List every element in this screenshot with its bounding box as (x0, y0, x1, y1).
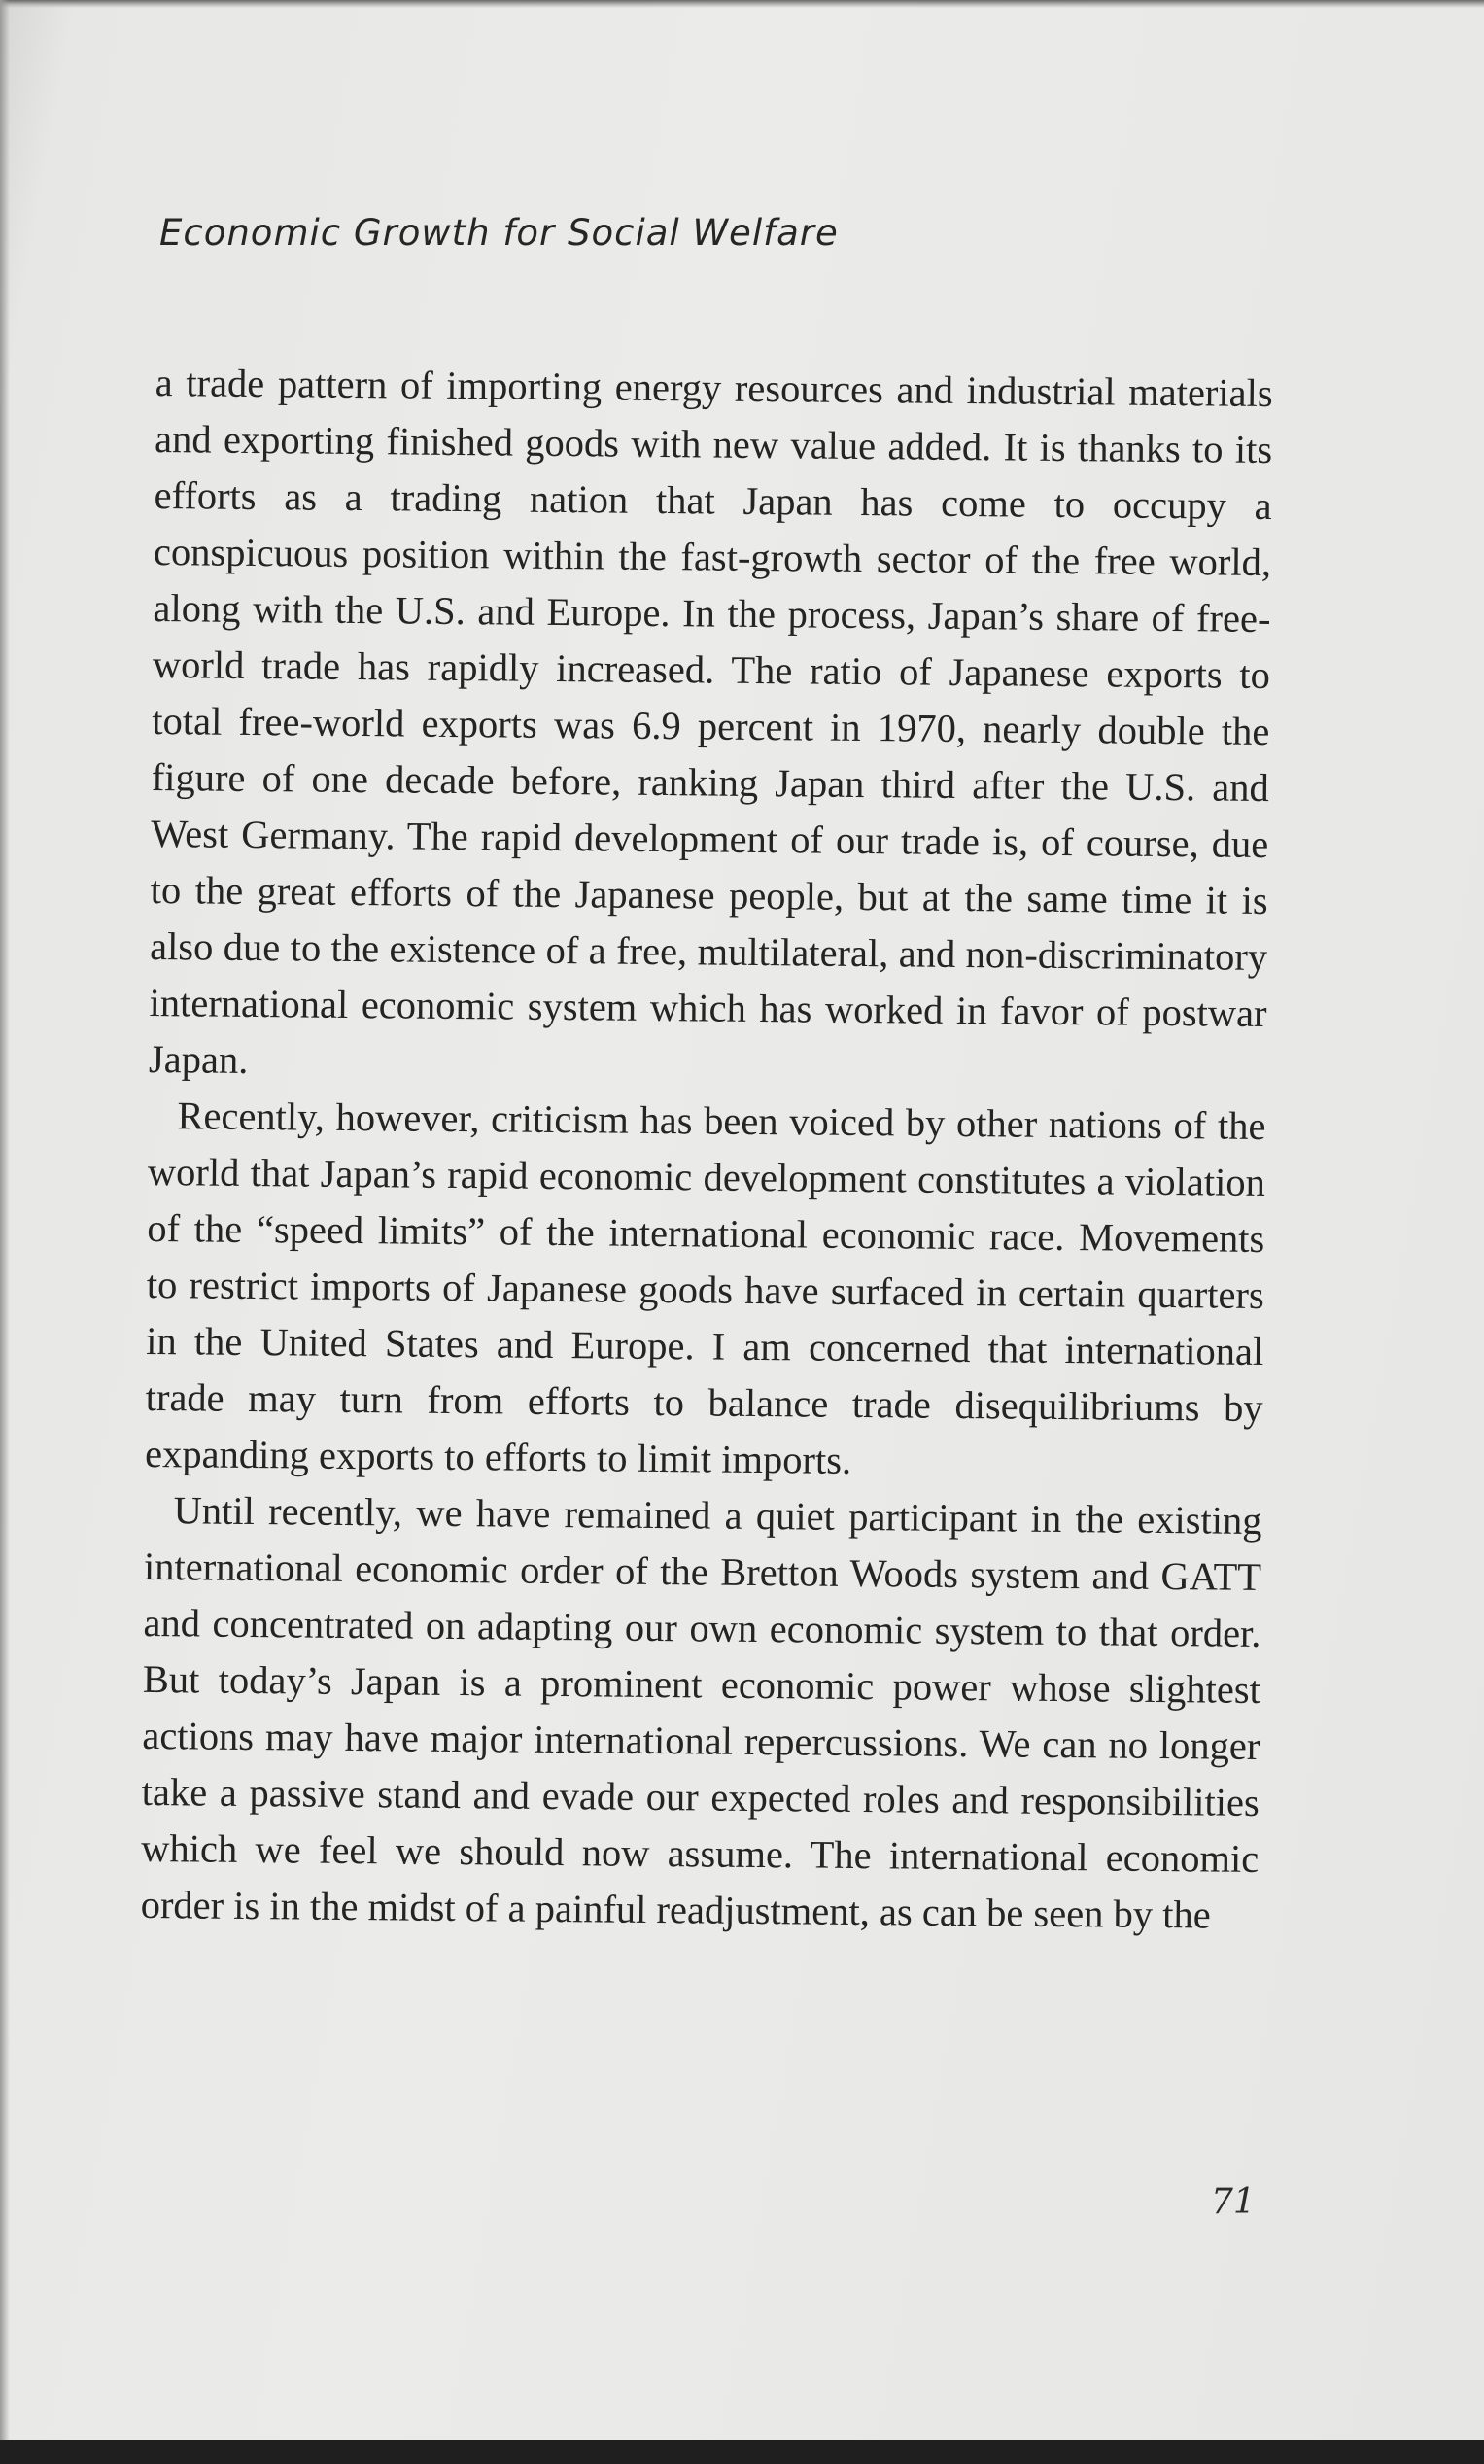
page-top-shadow (0, 0, 1484, 8)
body-text (140, 355, 1273, 1944)
paragraph: Until recently, we have remained a quiet participant in the existing international economic order of the Bretton Woods system and GATT and concentrated on adapting our own economic system to that order. But today’s Japan is a prominent economic power whose slightest actions may have major international repercussions. We can no longer take a passive stand and evade our expected roles and responsibilities which we feel we should now assume. The international economic order is in the midst of a painful readjustment, as can be seen by the (140, 1488, 1262, 1937)
paragraph: a trade pattern of importing energy resources and industrial materials and exporting finished goods with new value added. It is thanks to its efforts as a trading nation that Japan has come to occupy a conspicuous position within the fast-growth sector of the free world, along with the U.S. and Europe. In the process, Japan’s share of free-world trade has rapidly increased. The ratio of Japanese exports to total free-world exports was 6.9 percent in 1970, nearly double the figure of one decade before, ranking Japan third after the U.S. and West Germany. The rapid development of our trade is, of course, due to the great efforts of the Japanese people, but at the same time it is also due to the existence of a free, multilateral, and non-discriminatory international economic system which has worked in favor of postwar Japan. (148, 360, 1273, 1082)
paragraph: Recently, however, criticism has been voiced by other nations of the world that Japan’s rapid economic development constitutes a violation of the “speed limits” of the international economic race. Movements to restrict imports of Japanese goods have surfaced in certain quarters in the United States and Europe. I am concerned that international trade may turn from efforts to balance trade disequilibriums by expanding exports to efforts to limit imports. (144, 1093, 1266, 1482)
page-number: 71 (1211, 2182, 1256, 2222)
page-binding-edge (0, 0, 10, 2440)
running-head: Economic Growth for Social Welfare (159, 212, 839, 254)
